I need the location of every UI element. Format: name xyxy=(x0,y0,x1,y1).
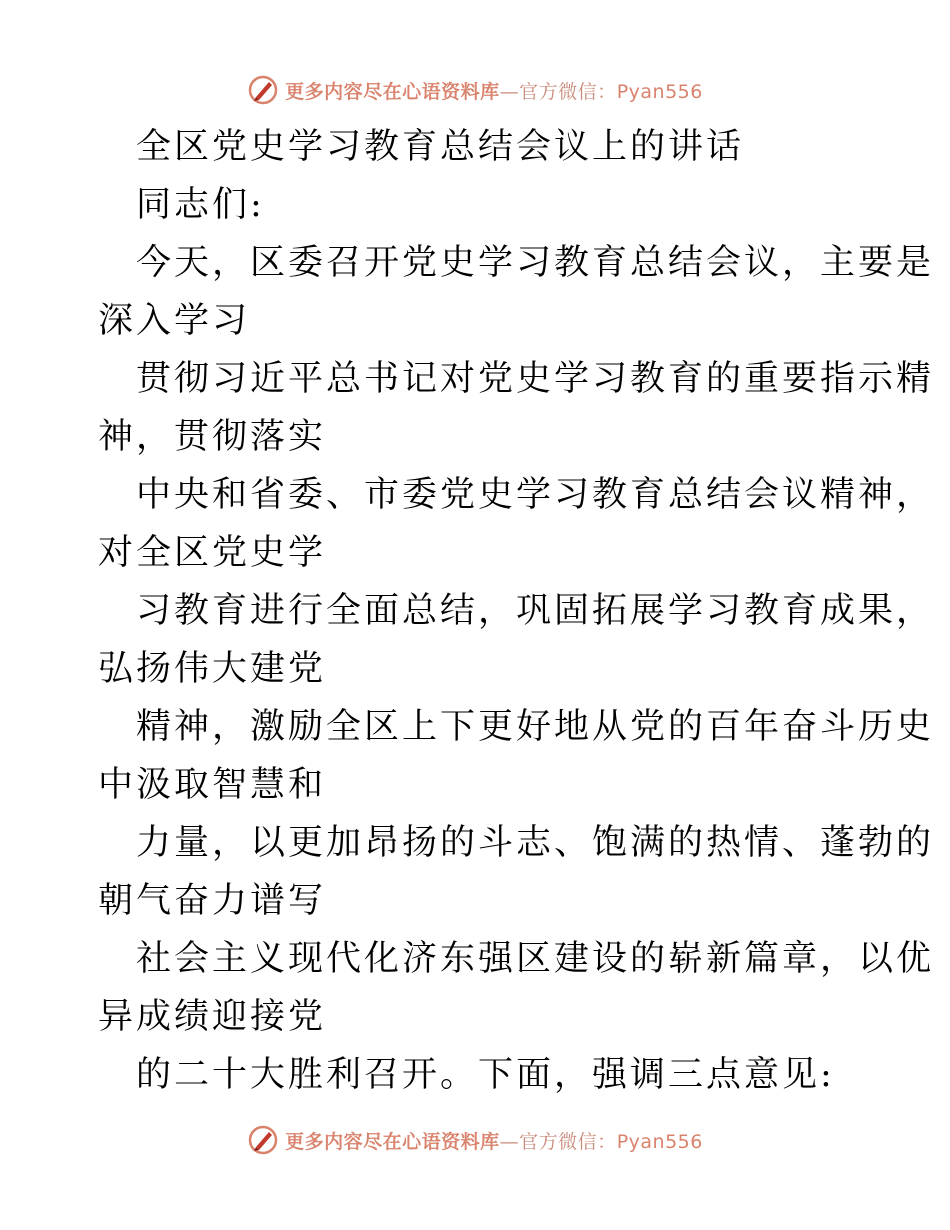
paragraph-line: 今天，区委召开党史学习教育总结会议，主要是 xyxy=(136,243,935,283)
watermark-text xyxy=(285,77,703,104)
paragraph-line: 深入学习 xyxy=(98,301,251,341)
watermark-official-text: —官方微信： xyxy=(499,1130,617,1153)
footer-watermark xyxy=(0,1120,950,1160)
paragraph-line: 力量，以更加昂扬的斗志、饱满的热情、蓬勃的 xyxy=(136,823,935,863)
paragraph-line: 习教育进行全面总结，巩固拓展学习教育成果， xyxy=(136,591,935,631)
watermark-official-text: —官方微信： xyxy=(499,80,617,103)
paragraph-line: 中央和省委、市委党史学习教育总结会议精神， xyxy=(136,475,935,515)
paragraph-line: 朝气奋力谱写 xyxy=(98,881,327,921)
paragraph-line: 异成绩迎接党 xyxy=(98,997,327,1037)
watermark-site-text: 更多内容尽在心语资料库 xyxy=(285,1130,500,1153)
paragraph-line: 弘扬伟大建党 xyxy=(98,649,327,689)
paragraph-line: 的二十大胜利召开。下面，强调三点意见: xyxy=(136,1055,835,1095)
header-watermark xyxy=(0,70,950,110)
watermark-wechat-id: Pyan556 xyxy=(616,1130,703,1153)
paragraph-line: 社会主义现代化济东强区建设的崭新篇章，以优 xyxy=(136,939,935,979)
paragraph-line: 神，贯彻落实 xyxy=(98,417,327,457)
paragraph-line: 精神，激励全区上下更好地从党的百年奋斗历史 xyxy=(136,707,935,747)
document-title: 全区党史学习教育总结会议上的讲话 xyxy=(136,127,745,167)
document-salutation: 同志们: xyxy=(136,185,265,225)
red-pen-seal-icon xyxy=(247,1124,279,1156)
paragraph-line: 对全区党史学 xyxy=(98,533,327,573)
watermark-site-text: 更多内容尽在心语资料库 xyxy=(285,80,500,103)
paragraph-line: 贯彻习近平总书记对党史学习教育的重要指示精 xyxy=(136,359,935,399)
paragraph-line: 中汲取智慧和 xyxy=(98,765,327,805)
watermark-wechat-id: Pyan556 xyxy=(616,80,703,103)
red-pen-seal-icon xyxy=(247,74,279,106)
watermark-text xyxy=(285,1127,703,1154)
